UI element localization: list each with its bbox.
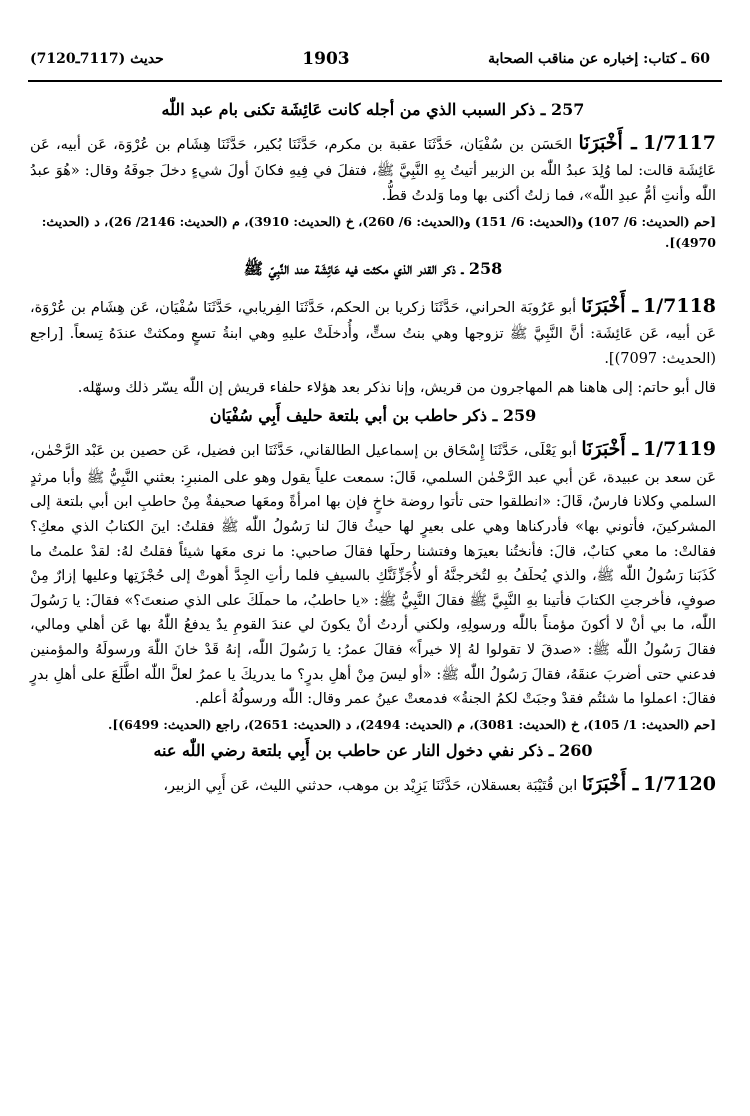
page-number: 1903: [302, 49, 350, 69]
hadith-verb: ـ أَخْبَرَنَا: [578, 132, 637, 154]
editor-note: قال أبو حاتم: إلى هاهنا هم المهاجرون من قريش، وإنا نذكر بعد هؤلاء حلفاء قريش إن اللّٰه يسّر ذلك وسهّله.: [77, 379, 716, 396]
header-divider: [28, 80, 722, 82]
hadith-7118: [30, 290, 716, 372]
hadith-number: 1/7120: [642, 773, 716, 796]
header-chapter-title: 60 ـ كتاب: إخباره عن مناقب الصحابة: [488, 51, 710, 67]
section-title-259: 259 ـ ذكر حاطب بن أبي بلتعة حليف أَبِي سُفْيَان: [209, 406, 537, 426]
hadith-verb: ـ أَخْبَرَنَا: [581, 438, 639, 461]
hadith-verb: ـ أَخْبَرَنَا: [581, 773, 639, 796]
hadith-text: أبو يَعْلَى، حَدَّثَنَا إِسْحَاق بن إسماعيل الطالقاني، حَدَّثَنَا ابن فضيل، عَن حصين بن عَبْد الرَّحْمٰن، عَن سعد بن عبيدة، عَن أبي عبد الرَّحْمٰن السلمي، قَالَ: سمعت علياً يقول وهو على المنبرِ: بعثني النَّبِيُّ ﷺ وأبا مرثدٍ السلمي وكلانا فارسٌ، قَالَ: «انطلقوا حتى تأتوا روضة خاخٍ فإن بها امرأةً ومعَها صحيفةٌ مِنْ حاطبِ ابن أبي بلتعة إلى المشركينَ، فأتوني بها» فأدركناها وهي على بعيرٍ لها حيثُ قالَ لنا رَسُولُ اللّٰه ﷺ فقلتُ: اينَ الكتابُ الذي معكِ؟ فقالتْ: ما معي كتابٌ، قالَ: فأنختُنا بعيرَها وفتشنا رحلَها فقالَ صاحبي: ما نرى معَها شيئاً فقلتُ لهُ: لقدْ علمتُ ما كَذَبَنا رَسُولُ اللّٰه ﷺ، والذي يُحلَفُ بهِ لتُخرجنَّهُ أو لأُجَزِّئَنَّكِ بالسيفِ فلما رأتِ الجِدَّ أهوتْ إلى حُجْزَتِها وعليها إزارٌ مِنْ صوفٍ، فأخرجتِ الكتابَ فأتينا بهِ النَّبِيَّ ﷺ فقالَ النَّبِيُّ ﷺ: «يا حاطبُ، ما حملَكَ على الذي صنعتَ؟» فقالَ: يا رَسُولَ اللّٰه، ما بي أنْ لا أكونَ مؤمناً باللّٰه ورسولِهِ، ولكني أردتُ أنْ يكونَ لي عندَ القومِ يدٌ يدفعُ اللّٰهُ بها عَن أهلي ومالي، فقالَ رَسُولُ اللّٰه ﷺ: «صدقَ لا تقولوا لهُ إلا خيراً» فقالَ عمرُ: يا رَسُولَ اللّٰه، إنهُ قَدْ خانَ اللّٰهَ ورسولَهُ والمؤمنين فدعني حتى أضربَ عنقَهُ، فقالَ رَسُولُ اللّٰه ﷺ: «أو ليسَ مِنْ أهلِ بدرٍ؟ ما يدريكَ يا عمرُ لعلَّ اللّٰه اطَّلَعَ على أهلِ بدرٍ فقالَ: اعملوا ما شئتُم فقدْ وجبَتْ لكمُ الجنةُ» فدمعتْ عينُ عمر وقال: اللّٰه ورسولُهُ أعلم.: [30, 443, 716, 708]
page-content: [30, 94, 716, 801]
hadith-number: 1/7119: [642, 438, 716, 461]
hadith-7117: [30, 127, 716, 209]
hadith-number: 1/7117: [642, 132, 717, 154]
hadith-reference: [حم (الحديث: 6/ 107) و(الحديث: 6/ 151) و(الحديث: 6/ 260)، خ (الحديث: 3910)، م (الحديث: 2146/ 26)، د (الحديث: 4970)].: [41, 213, 716, 250]
section-title-257: 257 ـ ذكر السبب الذي من أجله كانت عَائِشَة تكنى بام عبد اللّٰه: [161, 100, 585, 119]
page-header: [30, 44, 710, 74]
hadith-text: ابن قُتَيْبَة بعسقلان، حَدَّثَنَا يَزِيْد بن موهب، حدثني الليث، عَن أَبِي الزبير،: [163, 778, 578, 795]
hadith-text: الحَسَن بن سُفْيَان، حَدَّثَنَا عقبة بن مكرم، حَدَّثَنَا بُكير، حَدَّثَنَا هِشَام بن عُرْوَة، عَن أبيه، عَن عَائِشَة قالت: لما وُلِدَ عبدُ اللّٰه بن الزبير أتيتُ بِهِ النَّبِيَّ ﷺ، فتفلَ في فِيهِ فكانَ أولَ شيءٍ دخلَ جوفَهُ وقال: «هُوَ عبدُ اللّٰه وأنتِ أمُّ عبدِ اللّٰه»، فما زلتُ أكنى بها وما وَلدتُ قطُّ.: [30, 137, 716, 204]
hadith-7119: [30, 433, 716, 712]
section-title-260: 260 ـ ذكر نفي دخول النار عن حاطب بن أَبِي بلتعة رضي اللّٰه عنه: [153, 741, 593, 761]
hadith-7120: [30, 768, 716, 800]
section-title-258: 258 ـ ذكر القدر الذي مكثت فيه عَائِشَة عند النَّبِيّ ﷺ: [243, 259, 503, 279]
header-hadith-range: حديث (7117ـ7120): [30, 51, 164, 67]
hadith-verb: ـ أَخْبَرَنَا: [581, 295, 639, 318]
hadith-reference: [حم (الحديث: 1/ 105)، خ (الحديث: 3081)، م (الحديث: 2494)، د (الحديث: 2651)، راجع (الحديث: 6499)].: [107, 717, 716, 732]
hadith-text: أبو عَرُوبَة الحراني، حَدَّثَنَا زكريا بن الحكم، حَدَّثَنَا الفِريابي، حَدَّثَنَا سُفْيَان، عَن هِشَام بن عُرْوَة، عَن أبيه، عَن عَائِشَة: أنَّ النَّبِيَّ ﷺ تزوجها وهي بنتُ ستٍّ، وأُدخلَتْ عليهِ وهي ابنةُ تسعٍ ومكثتْ عندَهُ تِسعاً. [راجع (الحديث: 7097)].: [30, 300, 716, 368]
hadith-number: 1/7118: [642, 295, 717, 318]
